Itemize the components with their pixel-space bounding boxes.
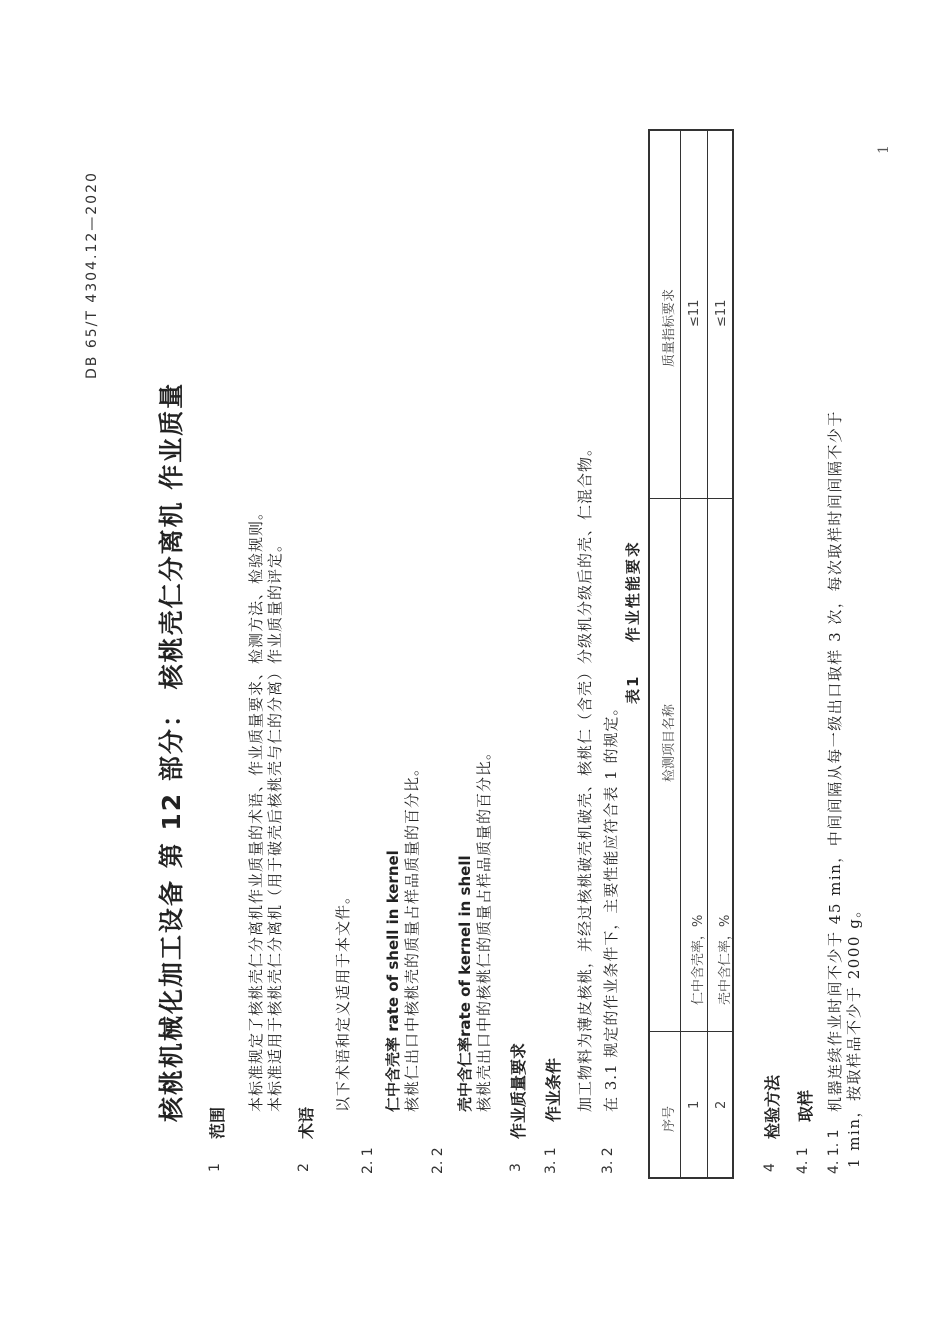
- table-cell: 壳中含仁率，%: [718, 914, 733, 1005]
- section-heading: 检验方法: [763, 1074, 782, 1139]
- section-number: 3: [508, 1163, 524, 1172]
- clause-number: 3. 2: [600, 1147, 616, 1174]
- section-heading: 术语: [297, 1106, 316, 1139]
- paragraph: 在 3.1 规定的作业条件下，主要性能应符合表 1 的规定。: [602, 699, 620, 1112]
- table-caption-label: 表1: [624, 674, 642, 704]
- table-header-cell: 序号: [662, 1105, 677, 1132]
- section-heading: 作业质量要求: [509, 1042, 528, 1139]
- table-rule: [680, 131, 681, 1177]
- clause-heading: 取样: [796, 1089, 815, 1122]
- term-definition: 核桃壳出口中的核桃仁的质量占样品质量的百分比。: [475, 743, 493, 1112]
- term-number: 2. 1: [360, 1147, 376, 1174]
- table-caption-title: 作业性能要求: [624, 540, 642, 643]
- table-header-cell: 检测项目名称: [662, 703, 677, 782]
- table-rule: [707, 131, 708, 1177]
- clause-heading: 作业条件: [544, 1057, 563, 1122]
- paragraph: 加工物料为薄皮核桃，并经过核桃破壳机破壳、核桃仁（含壳）分级机分级后的壳、仁混合物。: [576, 439, 594, 1112]
- paragraph: 1 min，按取样品不少于 2000 g。: [845, 901, 863, 1168]
- paragraph: 以下术语和定义适用于本文件。: [334, 887, 352, 1112]
- section-heading: 范围: [208, 1106, 227, 1139]
- table-rule: [650, 498, 732, 499]
- document-code: DB 65/T 4304.12—2020: [84, 171, 100, 379]
- document-title: 核桃机械化加工设备 第 12 部分： 核桃壳仁分离机 作业质量: [157, 381, 186, 1122]
- section-number: 1: [207, 1163, 223, 1172]
- table-cell: 2: [714, 1100, 729, 1109]
- table-caption: [622, 540, 643, 704]
- clause-number: 4. 1. 1: [826, 1129, 842, 1174]
- term-definition: 核桃仁出口中核桃壳的质量占样品质量的百分比。: [403, 759, 421, 1112]
- clause-number: 4. 1: [795, 1147, 811, 1174]
- paragraph: 本标准规定了核桃壳仁分离机作业质量的术语、作业质量要求、检测方法、检验规则。: [247, 503, 265, 1112]
- table-header-cell: 质量指标要求: [662, 288, 677, 367]
- term-title: 壳中含仁率rate of kernel in shell: [456, 855, 474, 1112]
- term-title: 仁中含壳率 rate of shell in kernel: [384, 850, 402, 1112]
- section-number: 4: [762, 1163, 778, 1172]
- table-cell: 仁中含壳率，%: [691, 914, 706, 1005]
- paragraph: 本标准适用于核桃壳仁分离机（用于破壳后核桃壳与仁的分离）作业质量的评定。: [266, 535, 284, 1112]
- term-number: 2. 2: [430, 1147, 446, 1174]
- table-cell: ≤11: [714, 299, 729, 327]
- section-number: 2: [296, 1163, 312, 1172]
- paragraph: 机器连续作业时间不少于 45 min，中间间隔从每一级出口取样 3 次，每次取样时间间隔不少于: [826, 410, 844, 1112]
- table-cell: 1: [687, 1100, 702, 1109]
- clause-number: 3. 1: [543, 1147, 559, 1174]
- table-cell: ≤11: [687, 299, 702, 327]
- page-number: 1: [876, 145, 892, 154]
- performance-table: [648, 129, 734, 1179]
- table-rule: [650, 1031, 732, 1032]
